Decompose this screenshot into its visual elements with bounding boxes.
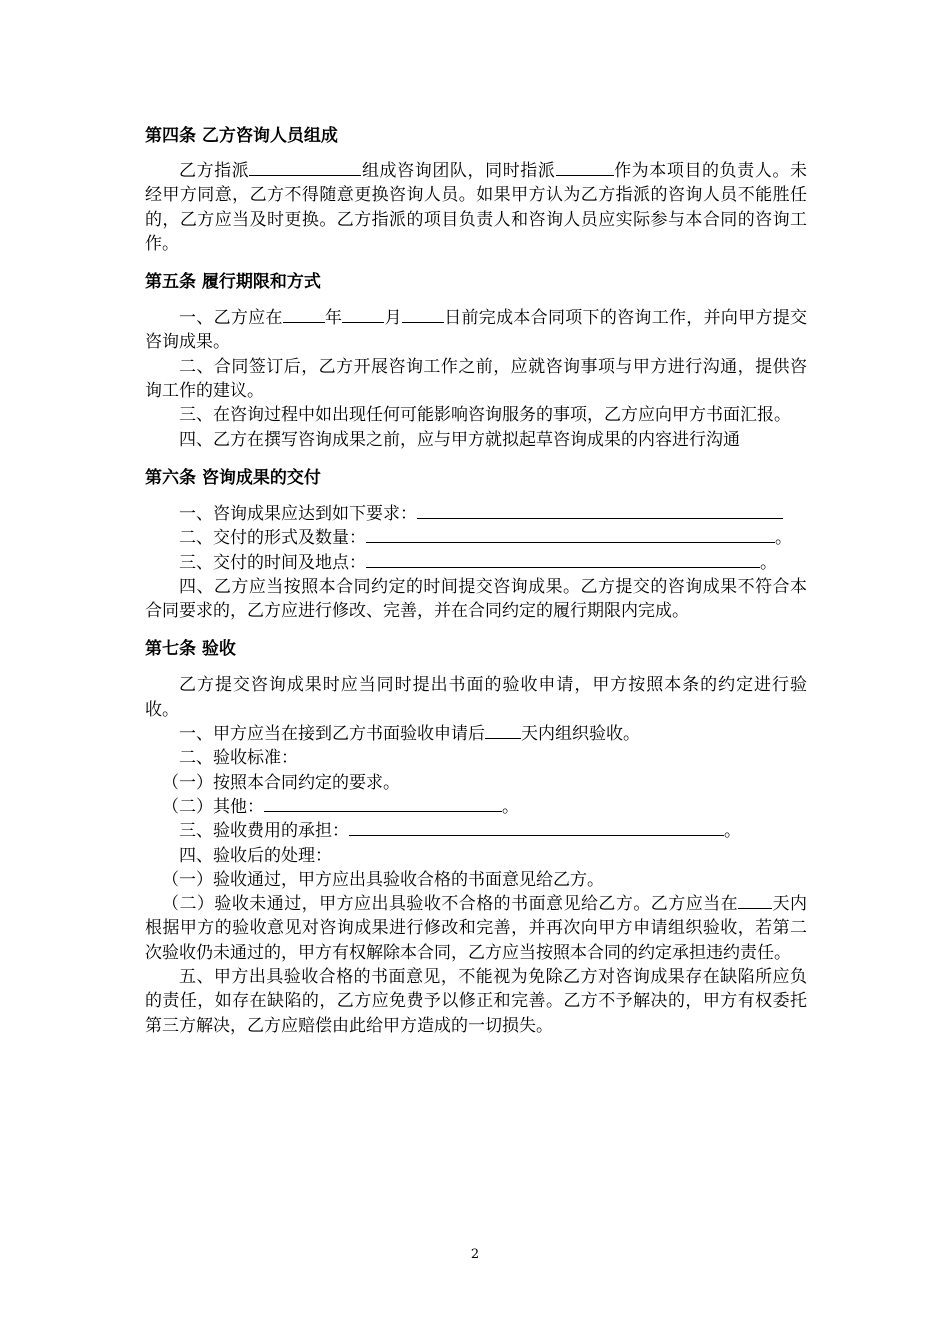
article-6-item-3-end: 。: [760, 552, 777, 573]
article-4-text-a: 乙方指派: [179, 161, 250, 181]
year-blank: [283, 308, 325, 323]
article-7-item-2: 二、验收标准：: [179, 748, 298, 769]
article-5-item-2: 二、合同签订后，乙方开展咨询工作之前，应就咨询事项与甲方进行沟通，提供咨询工作的建议。: [145, 356, 807, 402]
article-7-item-2-sub-2-text: （二）其他：: [162, 796, 264, 817]
article-7-item-1: [145, 722, 807, 746]
project-lead-blank: [556, 161, 614, 176]
article-5-item-4: 四、乙方在撰写咨询成果之前，应与甲方就拟起草咨询成果的内容进行沟通: [179, 429, 740, 450]
article-7-item-4: 四、验收后的处理：: [179, 845, 332, 866]
rectification-days-blank: [738, 894, 772, 909]
delivery-form-blank: [366, 528, 775, 543]
article-5-heading: 第五条 履行期限和方式: [145, 272, 321, 293]
requirements-blank: [417, 504, 783, 519]
month-blank: [342, 308, 384, 323]
article-7-item-2-sub-1: （一）按照本合同约定的要求。: [162, 772, 400, 793]
acceptance-days-blank: [485, 724, 521, 739]
acceptance-fee-blank: [349, 821, 724, 836]
article-7-item-4-sub-2-text-b: 天内根据甲方的验收意见对咨询成果进行修改和完善，并再次向甲方申请组织验收，若第二次验收仍未通过的，甲方有权解除本合同，乙方应当按照本合同的约定承担违约责任。: [145, 894, 808, 963]
page-content: [145, 124, 807, 1038]
article-6-item-1: [145, 502, 807, 526]
article-7-item-4-sub-2-text-a: （二）验收未通过，甲方应出具验收不合格的书面意见给乙方。乙方应当在: [162, 894, 739, 915]
article-6-heading: 第六条 咨询成果的交付: [145, 467, 321, 488]
article-5-item-3: 三、在咨询过程中如出现任何可能影响咨询服务的事项，乙方应向甲方书面汇报。: [179, 405, 791, 426]
article-6-item-4: 四、乙方应当按照本合同约定的时间提交咨询成果。乙方提交的咨询成果不符合本合同要求的，乙方应进行修改、完善，并在合同约定的履行期限内完成。: [145, 576, 807, 622]
article-5-item-1-text-b: 日前完成本合同项下的咨询工作，并向甲方提交咨询成果。: [145, 308, 808, 353]
article-4-text-c: 作为本项目的负责人。未经甲方同意，乙方不得随意更换咨询人员。如果甲方认为乙方指派的咨询人员不能胜任的，乙方应当及时更换。乙方指派的项目负责人和咨询人员应实际参与本合同的咨询工作。: [145, 161, 808, 254]
day-blank: [402, 308, 444, 323]
article-7-item-4-sub-1: （一）验收通过，甲方应出具验收合格的书面意见给乙方。: [162, 869, 604, 890]
article-6-item-2: [145, 526, 807, 550]
article-7-item-1-text-a: 一、甲方应当在接到乙方书面验收申请后: [179, 724, 485, 745]
page-number: 2: [470, 1247, 480, 1262]
article-6-item-2-text: 二、交付的形式及数量：: [179, 528, 366, 549]
article-5-item-1-text-a: 一、乙方应在: [179, 308, 283, 329]
team-members-blank: [249, 161, 361, 176]
article-7-heading: 第七条 验收: [145, 639, 236, 660]
article-7-item-2-sub-2: [145, 795, 807, 819]
article-7-item-3: [145, 819, 807, 843]
article-7-item-1-text-b: 天内组织验收。: [521, 724, 640, 745]
article-4-heading: 第四条 乙方咨询人员组成: [145, 126, 338, 146]
delivery-time-place-blank: [366, 553, 760, 568]
article-5-item-1: [145, 306, 807, 355]
article-7-item-2-sub-2-end: 。: [502, 796, 519, 817]
article-6-item-1-text: 一、咨询成果应达到如下要求：: [179, 503, 417, 524]
year-label: 年: [324, 308, 343, 329]
article-6-item-3-text: 三、交付的时间及地点：: [179, 552, 366, 573]
article-4-paragraph: [145, 159, 807, 256]
article-7-item-3-text: 三、验收费用的承担：: [179, 821, 349, 842]
month-label: 月: [384, 308, 402, 329]
other-standard-blank: [264, 797, 502, 812]
article-7-item-3-end: 。: [724, 821, 741, 842]
article-4-text-b: 组成咨询团队，同时指派: [361, 161, 556, 181]
article-6-item-3: [145, 551, 807, 575]
article-7-intro: 乙方提交咨询成果时应当同时提出书面的验收申请，甲方按照本条的约定进行验收。: [145, 675, 807, 720]
article-6-item-2-end: 。: [775, 528, 792, 549]
article-7-item-5: 五、甲方出具验收合格的书面意见，不能视为免除乙方对咨询成果存在缺陷所应负的责任，如存在缺陷的，乙方应免费予以修正和完善。乙方不予解决的，甲方有权委托第三方解决，乙方应赔偿由此给甲方造成的一切损失。: [145, 967, 807, 1036]
article-7-item-4-sub-2: [145, 892, 807, 965]
